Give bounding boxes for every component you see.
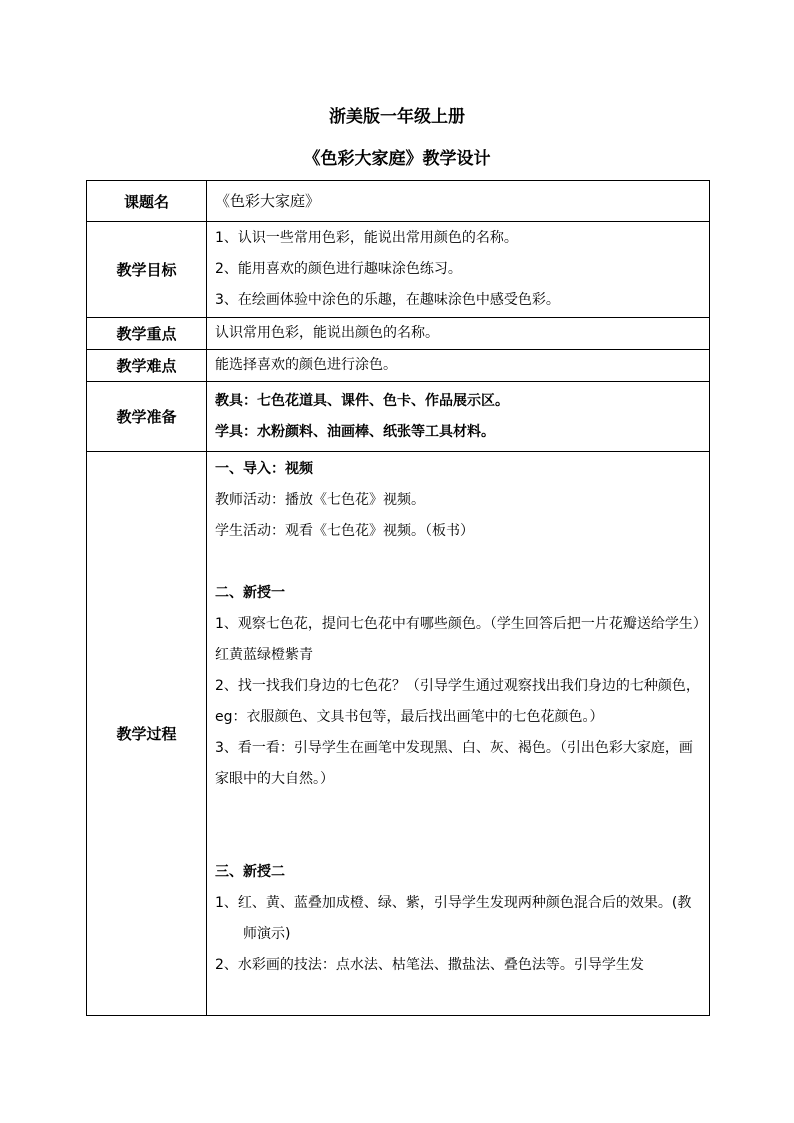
key-points-text: 认识常用色彩，能说出颜色的名称。: [215, 325, 439, 341]
process-paragraph: 2、水彩画的技法：点水法、枯笔法、撒盐法、叠色法等。引导学生发: [215, 957, 644, 973]
process-line: 教师活动：播放《七色花》视频。: [215, 492, 425, 508]
objectives-cell: [207, 222, 710, 318]
table-row-objectives: [87, 222, 710, 318]
process-paragraph: 2、找一找我们身边的七色花？（引导学生通过观察找出我们身边的七种颜色，eg：衣服颜色、文具书包等，最后找出画笔中的七色花颜色。）: [215, 678, 700, 725]
row-header-preparation: 教学准备: [87, 382, 207, 452]
process-line: 学生活动：观看《七色花》视频。（板书）: [215, 523, 474, 539]
table-row-topic: [87, 181, 710, 222]
preparation-cell: [207, 382, 710, 452]
row-header-key-points: 教学重点: [87, 318, 207, 350]
objective-item: 1、认识一些常用色彩，能说出常用颜色的名称。: [215, 230, 518, 246]
objective-item: 3、在绘画体验中涂色的乐趣，在趣味涂色中感受色彩。: [215, 292, 560, 308]
row-header-objectives: 教学目标: [87, 222, 207, 318]
key-points-cell: [207, 318, 710, 350]
row-header-difficulties: 教学难点: [87, 350, 207, 382]
topic-value: [207, 181, 710, 222]
spacer: [215, 795, 701, 857]
row-header-process: 教学过程: [87, 452, 207, 1016]
document-subtitle: 《色彩大家庭》教学设计: [303, 149, 491, 169]
section-title: 三、新授二: [215, 864, 285, 880]
table-row-process: [87, 452, 710, 1016]
table-row-difficulties: [87, 350, 710, 382]
section-title: 一、导入：视频: [215, 461, 313, 477]
teaching-aids: 教具：七色花道具、课件、色卡、作品展示区。: [215, 392, 509, 409]
lesson-plan-table: [86, 180, 710, 1016]
spacer: [215, 547, 701, 578]
row-header-topic: 课题名: [87, 181, 207, 222]
objective-item: 2、能用喜欢的颜色进行趣味涂色练习。: [215, 261, 462, 277]
learning-tools: 学具：水粉颜料、油画棒、纸张等工具材料。: [215, 423, 495, 440]
section-title: 二、新授一: [215, 585, 285, 601]
table-row-preparation: [87, 382, 710, 452]
difficulties-text: 能选择喜欢的颜色进行涂色。: [215, 357, 397, 373]
topic-text: 《色彩大家庭》: [215, 191, 321, 210]
document-title: 浙美版一年级上册: [329, 107, 465, 127]
process-paragraph: 1、红、黄、蓝叠加成橙、绿、紫，引导学生发现两种颜色混合后的效果。(教师演示): [215, 895, 692, 942]
process-paragraph: 1、观察七色花，提问七色花中有哪些颜色。（学生回答后把一片花瓣送给学生）红黄蓝绿橙紫青: [215, 616, 700, 663]
table-row-key-points: [87, 318, 710, 350]
process-paragraph: 3、看一看：引导学生在画笔中发现黑、白、灰、褐色。（引出色彩大家庭，画家眼中的大自然。）: [215, 740, 693, 787]
process-cell: [207, 452, 710, 1016]
difficulties-cell: [207, 350, 710, 382]
